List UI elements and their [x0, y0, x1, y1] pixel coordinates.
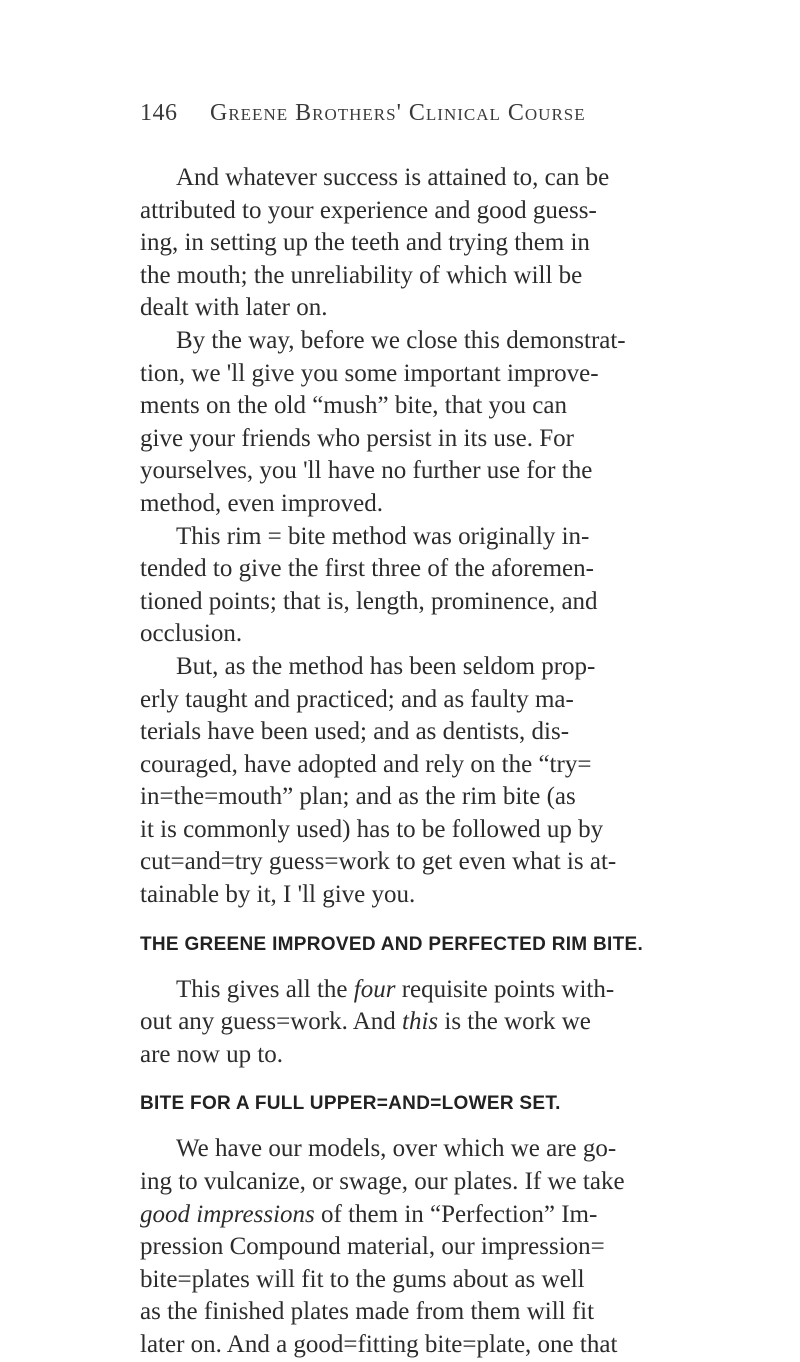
- text-line: By the way, before we close this demonstrat-: [176, 326, 626, 354]
- emphasis-text: this: [402, 1008, 439, 1036]
- text-run: of them in “Perfection” Im-: [314, 1200, 598, 1228]
- paragraph-5: [140, 974, 660, 1072]
- text-line: pression Compound material, our impression=: [140, 1233, 605, 1261]
- text-line: [140, 1199, 660, 1232]
- text-line: give your friends who persist in its use. For: [140, 424, 574, 452]
- text-line: cut=and=try guess=work to get even what is at-: [140, 848, 617, 876]
- text-line: attributed to your experience and good guess-: [140, 196, 597, 224]
- text-line: couraged, have adopted and rely on the “try=: [140, 750, 592, 778]
- body-text: [140, 162, 660, 1362]
- text-run: out any guess=work. And: [140, 1008, 402, 1036]
- text-line: dealt with later on.: [140, 294, 328, 322]
- text-line: ing, in setting up the teeth and trying them in: [140, 229, 590, 257]
- paragraph-3: [140, 521, 660, 651]
- text-run: is the work we: [438, 1008, 591, 1036]
- paragraph-1: [140, 162, 660, 325]
- paragraph-6: [140, 1133, 660, 1361]
- text-line: But, as the method has been seldom prop-: [176, 652, 596, 680]
- paragraph-4: [140, 651, 660, 912]
- text-line: We have our models, over which we are go-: [176, 1135, 617, 1163]
- text-line: ments on the old “mush” bite, that you can: [140, 392, 567, 420]
- text-line: [140, 1006, 660, 1039]
- running-head: [140, 100, 660, 134]
- text-line: tioned points; that is, length, prominence, and: [140, 587, 598, 615]
- text-line: tainable by it, I 'll give you.: [140, 881, 416, 909]
- text-line: later on. And a good=fitting bite=plate, one that: [140, 1331, 618, 1358]
- running-title: Greene Brothers' Clinical Course: [210, 100, 586, 126]
- text-line: in=the=mouth” plan; and as the rim bite (as: [140, 783, 576, 811]
- text-line: This rim = bite method was originally in-: [176, 522, 590, 550]
- emphasis-text: good impressions: [140, 1200, 315, 1228]
- text-line: it is commonly used) has to be followed up by: [140, 815, 604, 843]
- text-line: occlusion.: [140, 620, 243, 648]
- section-heading: BITE FOR A FULL UPPER=AND=LOWER SET.: [140, 1093, 561, 1115]
- text-run: This gives all the: [176, 975, 354, 1003]
- emphasis-text: four: [353, 975, 396, 1003]
- text-line: are now up to.: [140, 1040, 284, 1068]
- text-run: requisite points with-: [395, 975, 615, 1003]
- text-line: [140, 974, 660, 1007]
- text-line: method, even improved.: [140, 489, 383, 517]
- page-number: 146: [140, 100, 178, 126]
- paragraph-2: [140, 325, 660, 521]
- text-line: the mouth; the unreliability of which will be: [140, 261, 583, 289]
- text-line: bite=plates will fit to the gums about as well: [140, 1265, 585, 1293]
- text-line: terials have been used; and as dentists, dis-: [140, 718, 570, 746]
- text-line: tion, we 'll give you some important improve-: [140, 359, 599, 387]
- section-heading: THE GREENE IMPROVED AND PERFECTED RIM BITE.: [140, 933, 644, 955]
- text-line: erly taught and practiced; and as faulty ma-: [140, 685, 574, 713]
- text-line: And whatever success is attained to, can be: [176, 164, 610, 191]
- text-line: yourselves, you 'll have no further use for the: [140, 457, 593, 485]
- text-line: tended to give the first three of the aforemen-: [140, 555, 594, 583]
- text-line: ing to vulcanize, or swage, our plates. If we take: [140, 1168, 625, 1196]
- text-line: as the finished plates made from them will fit: [140, 1298, 595, 1326]
